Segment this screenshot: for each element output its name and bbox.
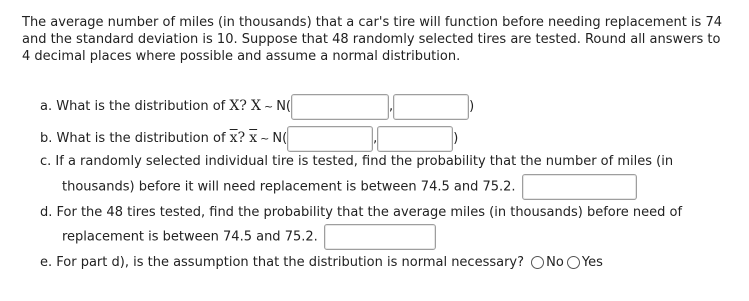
- question-b-var: $\overline{x}$: [229, 130, 238, 146]
- comma: ,: [373, 131, 378, 146]
- question-a-var: X: [229, 98, 240, 114]
- question-c-line2: [62, 174, 637, 200]
- question-d-line1: d. For the 48 tires tested, find the probability that the average miles (in thousands) before need of: [40, 205, 683, 220]
- answer-d-input[interactable]: [324, 224, 436, 250]
- question-c-line1: c. If a randomly selected individual tire is tested, find the probability that the number of miles (in: [40, 154, 674, 169]
- answer-a-sd-input[interactable]: [393, 94, 469, 120]
- answer-b-mean-input[interactable]: [287, 126, 373, 152]
- normal-open: N(: [272, 131, 288, 146]
- question-a-text: a. What is the distribution of: [40, 99, 230, 114]
- question-a-var2: X: [251, 98, 261, 114]
- question-d-text: replacement is between 74.5 and 75.2.: [62, 229, 318, 245]
- radio-yes-label: Yes: [581, 255, 603, 270]
- comma: ,: [389, 99, 394, 114]
- answer-a-mean-input[interactable]: [291, 94, 389, 120]
- tilde-symbol: ~: [263, 100, 274, 113]
- question-a: [40, 93, 474, 119]
- normal-open: N(: [276, 99, 291, 114]
- radio-yes[interactable]: [567, 256, 580, 269]
- normal-close: ): [469, 99, 475, 114]
- question-b-var2: $\overline{x}$: [249, 130, 258, 146]
- tilde-symbol: ~: [260, 132, 270, 145]
- question-e-text: e. For part d), is the assumption that the distribution is normal necessary?: [40, 255, 525, 270]
- question-a-qmark: ?: [239, 98, 247, 114]
- problem-statement: The average number of miles (in thousands) that a car's tire will function before needing replacement is 74 and the standard deviation is 10. Suppose that 48 randomly selected tires are tested. Round all answers to 4 decimal places where possible and assume a normal distribution.: [22, 15, 722, 64]
- question-c-text: thousands) before it will need replacement is between 74.5 and 75.2.: [62, 179, 516, 195]
- radio-no-label: No: [546, 255, 564, 270]
- question-b-text: b. What is the distribution of: [40, 131, 230, 146]
- answer-b-sd-input[interactable]: [377, 126, 453, 152]
- normal-close: ): [453, 131, 459, 146]
- question-b: [40, 125, 458, 151]
- question-e: [40, 250, 603, 276]
- question-b-qmark: ?: [237, 130, 246, 146]
- radio-no[interactable]: [531, 256, 544, 269]
- question-d-line2: [62, 224, 436, 250]
- answer-c-input[interactable]: [522, 174, 637, 200]
